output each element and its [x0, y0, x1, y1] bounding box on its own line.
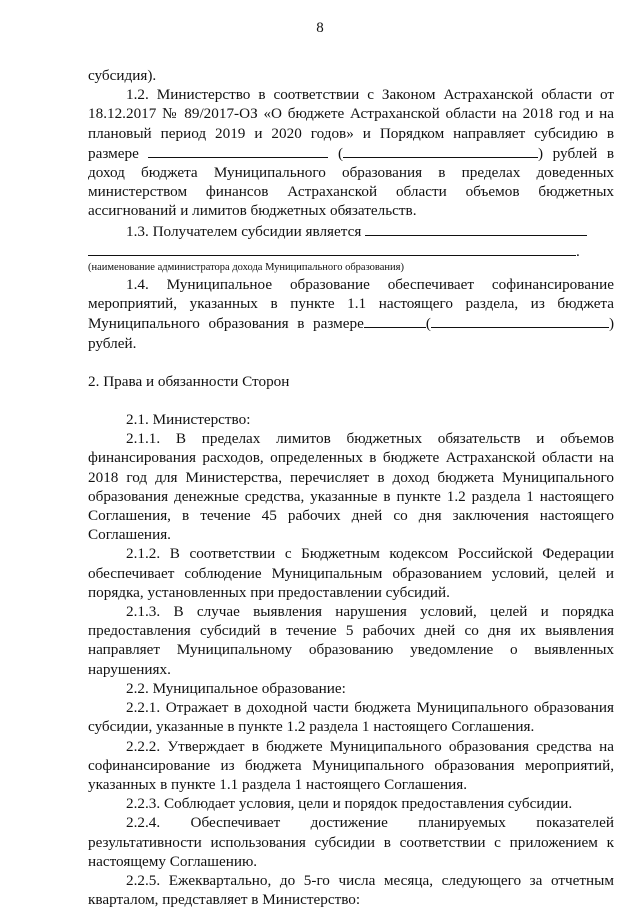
recipient-line — [88, 241, 614, 261]
paragraph-2-2: 2.2. Муниципальное образование: — [126, 679, 346, 697]
document-body — [88, 66, 614, 909]
paragraph-2-1-1: 2.1.1. В пределах лимитов бюджетных обязательств и объемов финансирования расходов, определенных в бюджете Астраханской области на 2018 год для Министерства, перечисляет в доход бюджета Муниципального образования денежные средства, указанные в пункте 1.2 раздела 1 настоящего Соглашения, в течение 45 рабочих дней со дня заключения настоящего Соглашения. — [88, 430, 614, 544]
paragraph-2-2-5: 2.2.5. Ежеквартально, до 5-го числа месяца, следующего за отчетным кварталом, представляет в Министерство: — [88, 871, 614, 909]
paragraph-1-2-text: 1.2. Министерство в соответствии с Законом Астраханской области от 18.12.2017 № 89/2017-ОЗ «О бюджете Астраханской области на 2018 год и на плановый период 2019 и 2020 годов» и Порядком направляет субсидию в размере — [88, 86, 614, 162]
amount-words-blank — [343, 143, 538, 158]
recipient-dot: . — [576, 242, 580, 260]
paren-close-rubles: ) рублей — [538, 144, 598, 162]
paren-close-2: ) — [608, 315, 614, 333]
paren-open-2: ( — [425, 315, 431, 333]
paragraph-1-2-rest: в доход бюджета Муниципального образования в пределах доведенных министерством финансов Астраханской области объемов бюджетных ассигнований и лимитов бюджетных обязательств. — [88, 144, 614, 220]
paragraph-2-2-1: 2.2.1. Отражает в доходной части бюджета Муниципального образования субсидии, указанные в пункте 1.2 раздела 1 настоящего Соглашения. — [88, 699, 614, 736]
paragraph-2-2-2: 2.2.2. Утверждает в бюджете Муниципального образования средства на софинансирование из бюджета Муниципального образования мероприятий, указанных в пункте 1.1 раздела 1 настоящего Соглашения. — [88, 737, 614, 793]
paragraph-1-3-text: 1.3. Получателем субсидии является — [126, 222, 362, 240]
paragraph-2-1-2: 2.1.2. В соответствии с Бюджетным кодексом Российской Федерации обеспечивает соблюдение Муниципальным образованием условий, целей и порядка, установленных при предоставлении субсидий. — [88, 545, 614, 601]
paragraph-2-2-3: 2.2.3. Соблюдает условия, цели и порядок предоставления субсидии. — [126, 795, 573, 813]
amount-blank — [148, 143, 328, 158]
section-2-title: 2. Права и обязанности Сторон — [88, 372, 290, 390]
paragraph-1-2 — [88, 85, 614, 220]
recipient-blank — [365, 221, 587, 236]
paren-open: ( — [337, 144, 344, 162]
paragraph-1-3 — [88, 221, 614, 241]
paragraph-subsidy-end: субсидия). — [88, 67, 157, 84]
paragraph-2-1: 2.1. Министерство: — [126, 411, 251, 429]
recipient-full-blank — [88, 241, 576, 256]
cofinance-words-blank — [431, 313, 609, 328]
paragraph-2-1-3: 2.1.3. В случае выявления нарушения условий, целей и порядка предоставления субсидий в течение 5 рабочих дней со дня их выявления направляет Муниципальному образованию уведомление о выявленных нарушениях. — [88, 603, 614, 678]
cofinance-blank — [364, 313, 426, 328]
page-number: 8 — [316, 20, 324, 36]
paragraph-2-2-4: 2.2.4. Обеспечивает достижение планируемых показателей результативности использования субсидии в соответствии с приложением к настоящему Соглашению. — [88, 814, 614, 870]
recipient-caption: (наименование администратора дохода Муниципального образования) — [88, 262, 404, 274]
paragraph-1-4 — [88, 275, 614, 353]
paragraph-1-4-text: 1.4. Муниципальное образование обеспечивает софинансирование мероприятий, указанных в пункте 1.1 настоящего раздела, из бюджета Муниципального образования в размере — [88, 276, 614, 333]
rubles-end: рублей. — [88, 334, 137, 352]
